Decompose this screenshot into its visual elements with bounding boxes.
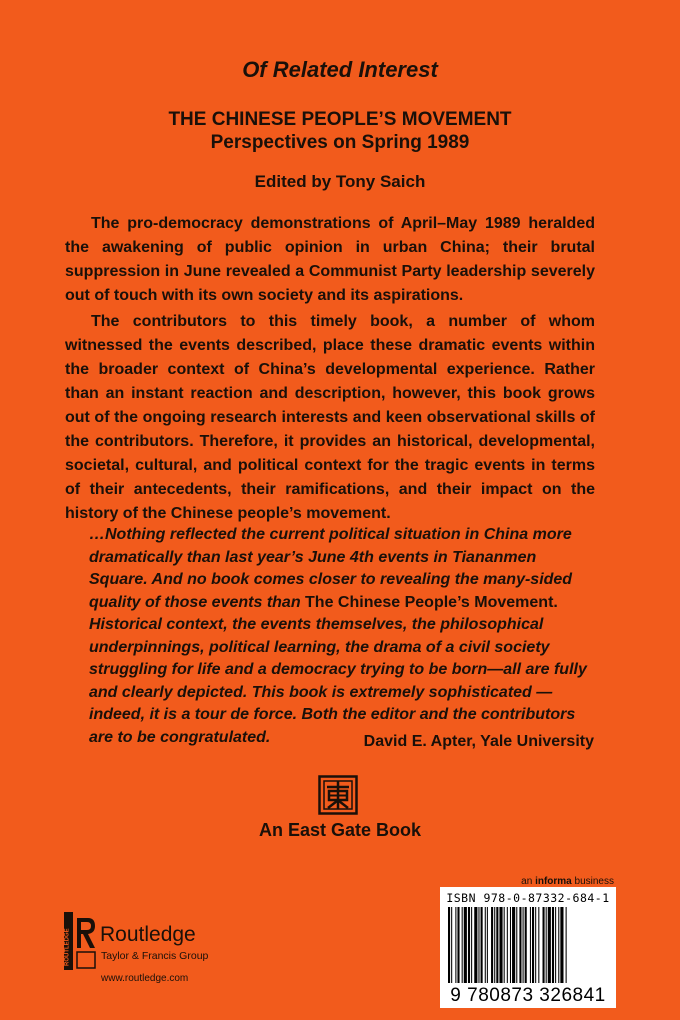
barcode-bar (512, 907, 515, 983)
isbn-label: ISBN 978-0-87332-684-1 (446, 891, 610, 905)
barcode-bar (552, 907, 554, 983)
description-paragraph-1: The pro-democracy demonstrations of April–May 1989 heralded the awakening of public opinion in urban China; their brutal suppression in June revealed a Communist Party leadership severely out of touch with its own society and its aspirations. (65, 215, 595, 304)
barcode-bar (516, 907, 517, 983)
routledge-name: Routledge (100, 923, 196, 946)
quote-part-1: …Nothing reflected the current political situation in China more dramatically than last year’s June 4th events in Tiananmen Square. And no book comes closer to revealing the many-sided quality of those events than (89, 526, 573, 611)
east-gate-book-label: An East Gate Book (258, 820, 422, 840)
barcode-bar (519, 907, 521, 983)
review-quote (89, 524, 594, 749)
barcode-bar (491, 907, 493, 983)
barcode-bar (507, 907, 508, 983)
barcode-digits: 9 780873 326841 (450, 985, 606, 1006)
informa-suffix: business (571, 876, 614, 887)
barcode-bar (468, 907, 470, 983)
quote-attribution: David E. Apter, Yale University (363, 733, 594, 750)
barcode-bars (444, 907, 612, 985)
routledge-url: www.routledge.com (101, 973, 189, 984)
barcode-bar (535, 907, 536, 983)
barcode-bar (546, 907, 547, 983)
barcode-bar (558, 907, 559, 983)
barcode-bar (499, 907, 502, 983)
barcode-bar (471, 907, 472, 983)
east-gate-logo-icon (318, 775, 358, 815)
description-paragraph-2: The contributors to this timely book, a number of whom witnessed the events described, place these dramatic events within the broader context of China’s developmental experience. Rather than an instant reaction and description, however, this book grows out of the ongoing research interests and keen observational skills of the contributors. Therefore, it provides an historical, developmental, societal, cultural, and political context for the tragic events in terms of their antecedents, their ramifications, and their impact on the history of the Chinese people’s movement. (65, 313, 595, 522)
barcode-bar (485, 907, 486, 983)
barcode-bar (560, 907, 563, 983)
informa-prefix: an (521, 876, 536, 887)
barcode-bar (504, 907, 505, 983)
barcode-bar (451, 907, 452, 983)
book-title (0, 108, 680, 154)
barcode-bar (496, 907, 498, 983)
routledge-logo-icon (64, 912, 96, 970)
barcode-bar (494, 907, 495, 983)
barcode-bar (474, 907, 477, 983)
related-interest-heading: Of Related Interest (242, 57, 438, 82)
svg-text:ROUTLEDGE: ROUTLEDGE (64, 928, 71, 966)
barcode-bar (523, 907, 524, 983)
barcode-bar (455, 907, 456, 983)
barcode-bar (566, 907, 567, 983)
barcode-bar (457, 907, 459, 983)
quote-book-title: The Chinese People’s Movement. (305, 593, 558, 611)
taylor-francis-group: Taylor & Francis Group (101, 950, 209, 962)
quote-part-2: Historical context, the events themselves, the philosophical underpinnings, political learning, the drama of a civil society struggling for life and a democracy trying to be born—all are fully and clearly depicted. This book is extremely sophisticated —indeed, it is a tour de force. Both the editor and the contributors are to be congratulated. (89, 616, 587, 746)
barcode-bar (481, 907, 483, 983)
barcode-bar (510, 907, 511, 983)
barcode-bar (448, 907, 450, 983)
barcode-bar (525, 907, 527, 983)
barcode-bar (530, 907, 531, 983)
informa-business-label (494, 876, 614, 887)
editor-credit: Edited by Tony Saich (254, 172, 426, 191)
barcode-bar (487, 907, 488, 983)
barcode-bar (538, 907, 539, 983)
barcode-bar (548, 907, 551, 983)
barcode-bar (555, 907, 556, 983)
book-title-line1: THE CHINESE PEOPLE’S MOVEMENT (168, 109, 512, 130)
book-subtitle: Perspectives on Spring 1989 (210, 132, 470, 153)
isbn-barcode (440, 887, 616, 1008)
barcode-bar (532, 907, 534, 983)
barcode-bar (462, 907, 463, 983)
barcode-bar (543, 907, 545, 983)
informa-brand: informa (535, 876, 572, 887)
barcode-bar (464, 907, 467, 983)
barcode-bar (478, 907, 479, 983)
